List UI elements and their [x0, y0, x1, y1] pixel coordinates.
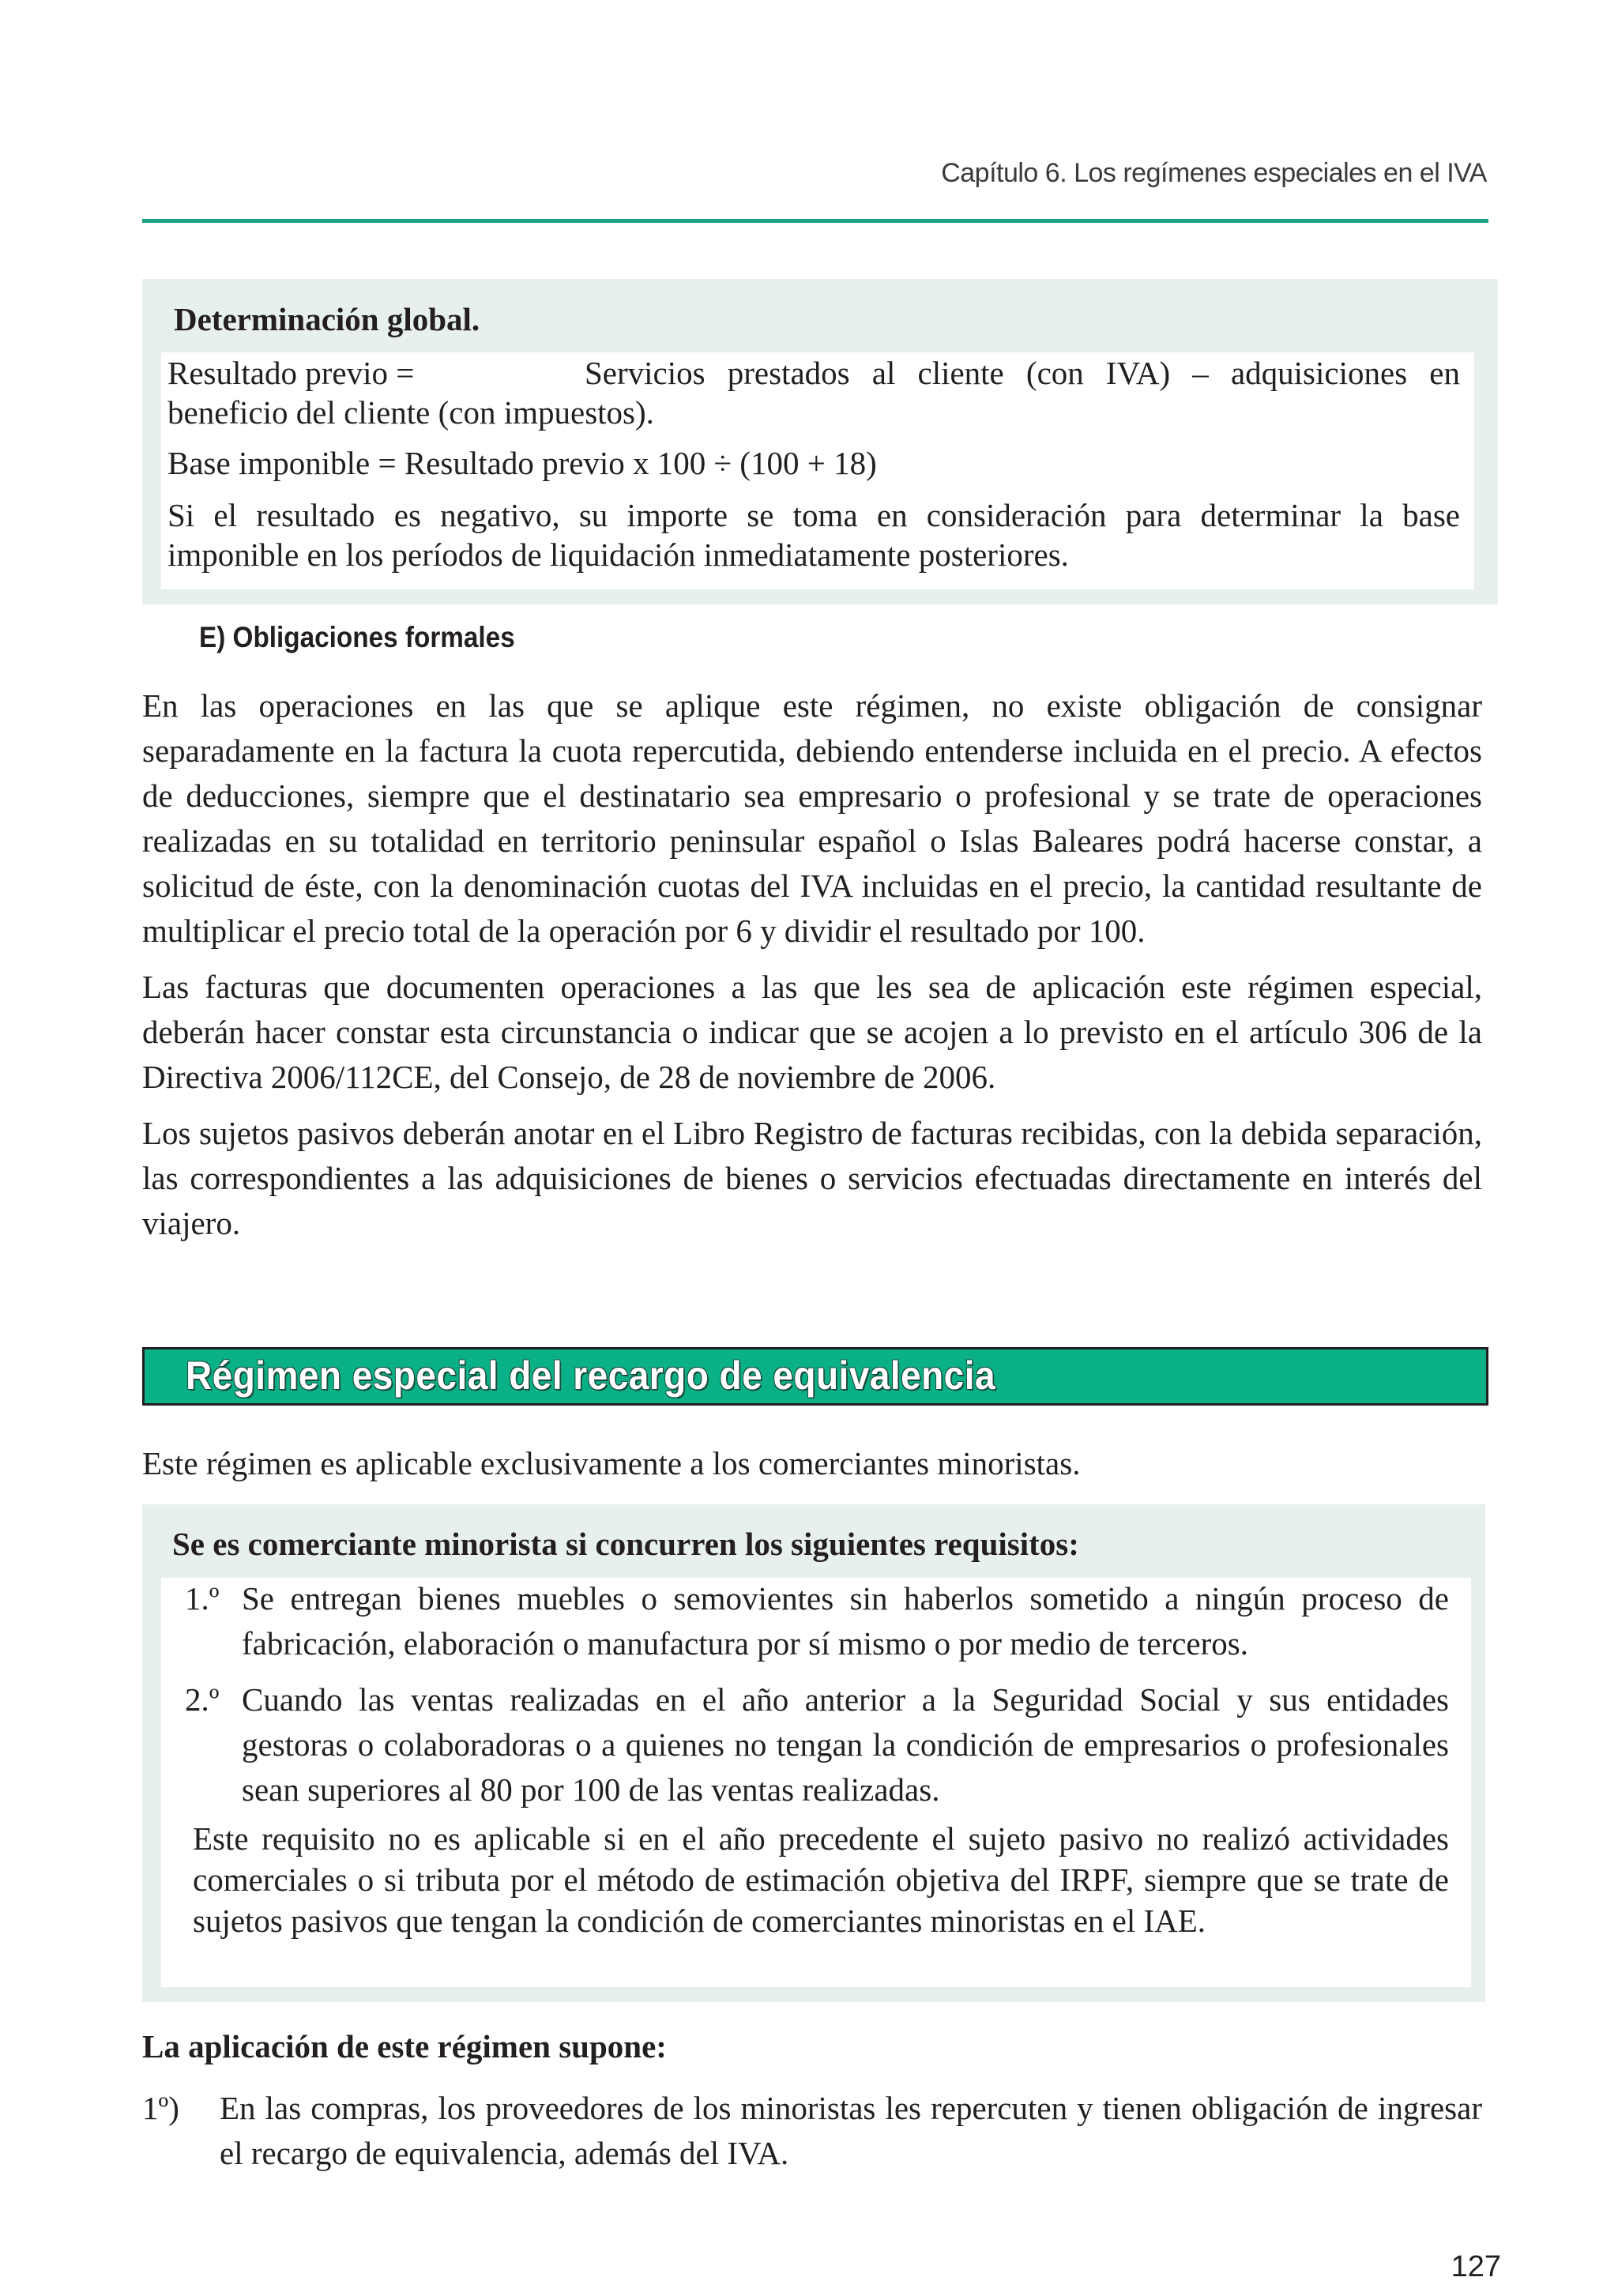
page-number: 127	[1451, 2250, 1501, 2283]
item-text: En las compras, los proveedores de los minoristas les repercuten y tienen obligación de ingresar el recargo de equivalencia, además del IVA.	[220, 2090, 1482, 2171]
global-determination-box	[142, 279, 1498, 604]
global-box-title: Determinación global.	[174, 301, 480, 337]
result-text-1: Servicios prestados al cliente (con IVA) – adquisiciones en	[585, 355, 1460, 391]
chapter-header: Capítulo 6. Los regímenes especiales en el IVA	[941, 158, 1487, 188]
global-box-inner	[161, 352, 1474, 589]
requirement-item	[185, 1576, 1449, 1666]
negative-line-2: imponible en los períodos de liquidación inmediatamente posteriores.	[167, 536, 1069, 573]
item-number: 2.º	[185, 1681, 220, 1718]
section-intro: Este régimen es aplicable exclusivamente a los comerciantes minoristas.	[142, 1445, 1081, 1481]
section-e-body	[142, 683, 1482, 1246]
requirement-note: Este requisito no es aplicable si en el año precedente el sujeto pasivo no realizó actividades comerciales o si tributa por el método de estimación objetiva del IRPF, siempre que se trate de sujetos pasivos que tengan la condición de comerciantes minoristas en el IAE.	[193, 1820, 1449, 1939]
paragraph: En las operaciones en las que se aplique este régimen, no existe obligación de consignar separadamente en la factura la cuota repercutida, debiendo entenderse incluida en el precio. A efectos de deducciones, siempre que el destinatario sea empresario o profesional y se trate de operaciones realizadas en su totalidad en territorio peninsular español o Islas Baleares podrá hacerse constar, a solicitud de éste, con la denominación cuotas del IVA incluidas en el precio, la cantidad resultante de multiplicar el precio total de la operación por 6 y dividir el resultado por 100.	[142, 687, 1482, 949]
application-item	[142, 2086, 1482, 2176]
requirements-title: Se es comerciante minorista si concurren los siguientes requisitos:	[172, 1526, 1079, 1562]
header-rule	[142, 219, 1488, 223]
item-text: Se entregan bienes muebles o semovientes sin haberlos sometido a ningún proceso de fabricación, elaboración o manufactura por sí mismo o por medio de terceros.	[242, 1580, 1449, 1662]
section-e-heading: E) Obligaciones formales	[199, 621, 515, 653]
section-title: Régimen especial del recargo de equivalencia	[186, 1353, 996, 1398]
result-row	[167, 351, 1460, 396]
result-label: Resultado previo =	[167, 355, 415, 391]
base-formula: Base imponible = Resultado previo x 100 ÷ (100 + 18)	[167, 445, 877, 481]
negative-line-1: Si el resultado es negativo, su importe se toma en consideración para determinar la base	[167, 497, 1460, 533]
requirements-box	[142, 1504, 1485, 2002]
application-title: La aplicación de este régimen supone:	[142, 2028, 667, 2065]
requirement-item	[185, 1677, 1449, 1812]
requirements-inner	[161, 1578, 1471, 1987]
item-text: Cuando las ventas realizadas en el año anterior a la Seguridad Social y sus entidades gestoras o colaboradoras o a quienes no tengan la condición de empresarios o profesionales sean superiores al 80 por 100 de las ventas realizadas.	[242, 1681, 1449, 1808]
result-text-2: beneficio del cliente (con impuestos).	[167, 394, 654, 431]
item-number: 1.º	[185, 1580, 220, 1617]
paragraph: Los sujetos pasivos deberán anotar en el Libro Registro de facturas recibidas, con la debida separación, las correspondientes a las adquisiciones de bienes o servicios efectuadas directamente en interés del viajero.	[142, 1115, 1482, 1241]
section-title-bar	[142, 1347, 1488, 1406]
item-number: 1º)	[142, 2090, 179, 2126]
paragraph: Las facturas que documenten operaciones a las que les sea de aplicación este régimen especial, deberán hacer constar esta circunstancia o indicar que se acojen a lo previsto en el artículo 306 de la Directiva 2006/112CE, del Consejo, de 28 de noviembre de 2006.	[142, 969, 1482, 1095]
